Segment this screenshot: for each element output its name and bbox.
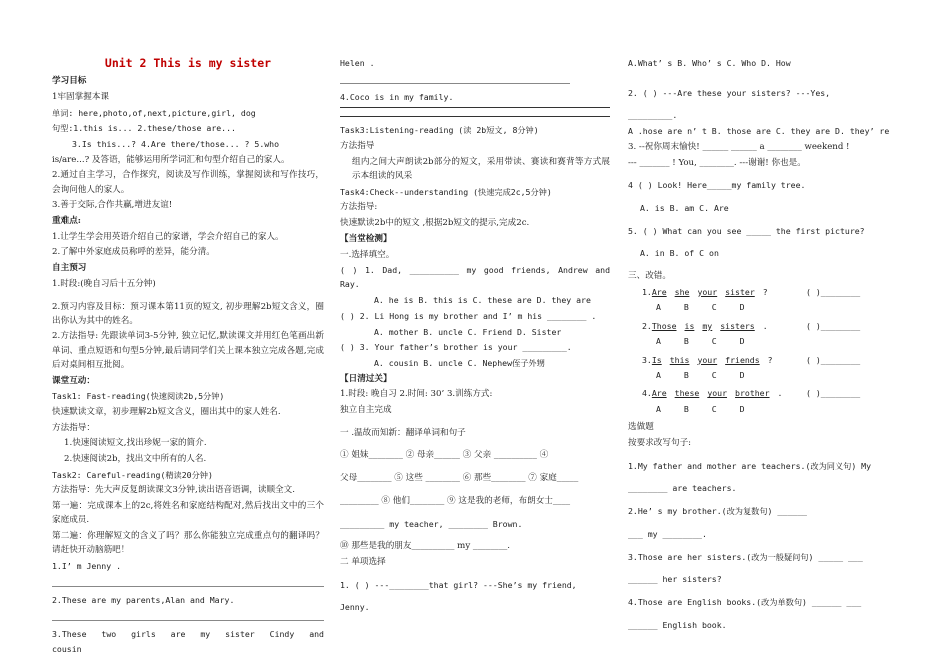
class-line: Task2: Careful-reading(精读20分钟) [52, 469, 213, 480]
correction-word: this [669, 354, 690, 365]
column-middle [340, 56, 610, 616]
single-choice-heading: 二 单项选择 [340, 556, 386, 567]
objective-line: 2.通过自主学习，合作探究，阅读及写作训练，掌握阅读和写作技巧，会询问他人的家人。 [52, 170, 324, 195]
correction-word: your [697, 286, 718, 297]
task4-method: 方法指导: [340, 202, 378, 213]
class-line: 方法指导：先大声反复朗读课文3分钟,读出语音语调，读顺全文. [52, 485, 295, 496]
question-2: ( ) 2. Li Hong is my brother and I’ m his ________ . [340, 310, 597, 321]
daily-info: 1.时段: 晚自习 2.时间: 30’ 3.训练方式: [340, 389, 493, 400]
correction-answer[interactable]: ( )________ [806, 286, 861, 297]
question-2-blank: _________. [628, 110, 678, 121]
column-left [52, 52, 324, 657]
correction-answer[interactable]: ( )________ [806, 320, 861, 331]
correction-word: your [707, 388, 728, 399]
objective-line: 3.Is this...? 4.Are there/those... ? 5.who [72, 139, 280, 150]
column-right [628, 56, 900, 633]
question-2-options: A .hose are n’ t B. those are C. they are D. they’ re [628, 126, 890, 137]
task3-text: 组内之间大声朗读2b部分的短文，采用带读、赛读和赛背等方式展示本组读的风采 [352, 156, 610, 182]
key-points-heading: 重难点: [52, 216, 81, 227]
vocab-line: 父母________ ⑤ 这些 ________ ⑥ 那些________ ⑦ 家庭_____ [340, 473, 579, 484]
correction-word: Those [651, 320, 677, 331]
class-line: Task1: Fast-reading(快速阅读2b,5分钟) [52, 391, 225, 402]
rewrite-line: 3.Those are her sisters.(改为一般疑问句) _____ ___ [628, 551, 863, 562]
correction-item [628, 319, 900, 333]
answer-line[interactable] [52, 609, 324, 621]
preview-line: 2.预习内容及目标：预习课本第11页的短文, 初步理解2b短文含义，圈出你认为其中的姓名。 [52, 301, 324, 326]
daily-heading: 【日清过关】 [340, 373, 392, 384]
correction-word: brother [735, 388, 770, 399]
objective-line: 单词: here,photo,of,next,picture,girl, dog [52, 107, 256, 118]
correction-number: 1. [642, 286, 652, 297]
correction-word: Are [651, 286, 667, 297]
class-line: 2.快速阅读2b，找出文中所有的人名. [64, 454, 207, 465]
key-point: 2.了解中外家庭成员称呼的差异，能分清。 [52, 247, 215, 258]
helen-line: Helen . [340, 58, 375, 68]
objectives-heading: 学习目标 [52, 76, 87, 87]
preview-line: 1.时段:(晚自习后十五分钟) [52, 278, 156, 289]
task4-heading: Task4:Check--understanding (快速完成2c,5分钟) [340, 186, 552, 197]
correction-word: sister [725, 286, 755, 297]
objective-line: 句型:1.this is... 2.these/those are... [52, 123, 236, 134]
single-question-1-cont: Jenny. [340, 602, 370, 613]
daily-way: 独立自主完成 [340, 405, 392, 416]
correction-number: 3. [642, 354, 652, 365]
objective-line: 1牢固掌握本课 [52, 91, 110, 102]
correction-word: these [674, 388, 700, 399]
rewrite-line: 1.My father and mother are teachers.(改为同义句) My [628, 460, 872, 471]
correction-word: Are [651, 388, 667, 399]
rewrite-line: ______ her sisters? [628, 574, 722, 585]
question-5: 5. ( ) What can you see _____ the first picture? [628, 225, 865, 236]
correction-item [628, 386, 900, 400]
correction-letters: A B C D [656, 302, 745, 313]
correction-word: Is [651, 354, 662, 365]
answer-line[interactable] [340, 112, 610, 117]
correction-word: she [674, 286, 690, 297]
question-3-line2 [628, 156, 900, 170]
question-3: 3. --祝你周末愉快! ______ ______ a ________ weekend ! [628, 141, 850, 152]
section-divider [340, 107, 610, 108]
select-heading: 一.选择填空。 [340, 249, 395, 260]
question-2-options: A. mother B. uncle C. Friend D. Sister [374, 326, 562, 337]
correction-item [628, 353, 900, 367]
class-line: 第二遍：你理解短文的含义了吗？那么你能独立完成重点句的翻译吗？请赶快开动脑筋吧！ [52, 531, 324, 556]
correction-letters: A B C D [656, 404, 745, 415]
rewrite-line: 2.He’ s my brother.(改为复数句) ______ [628, 506, 807, 517]
coco-line: 4.Coco is in my family. [340, 92, 454, 103]
correction-word: is [684, 320, 695, 331]
vocab-line: ⑩ 那些是我的朋友__________ my ________. [340, 541, 511, 552]
correction-answer[interactable]: ( )________ [806, 388, 861, 399]
question-1-options: A. he is B. this is C. these are D. they are [374, 295, 591, 306]
optional-subheading: 按要求改写句子: [628, 438, 692, 449]
correction-word: your [697, 354, 718, 365]
key-point: 1.让学生学会用英语介绍自己的家谱，学会介绍自己的家人。 [52, 231, 284, 242]
class-heading: 课堂互动： [52, 375, 95, 386]
task4-text: 快速默读2b中的短文 ,根据2b短文的提示,完成2c. [340, 218, 530, 229]
correction-end: ? [762, 286, 768, 297]
question-1: ( ) 1. Dad, __________ my good friends, Andrew and Ray. [340, 265, 610, 290]
objective-line: 3.善于交际,合作共赢,增进友谊! [52, 200, 173, 211]
translate-sentence: 2.These are my parents,Alan and Mary. [52, 595, 235, 606]
rewrite-line: ________ are teachers. [628, 483, 737, 494]
correction-end: . [777, 388, 783, 399]
task3-heading: Task3:Listening-reading (读 2b短文, 8分钟) [340, 125, 539, 136]
correction-word: my [702, 320, 713, 331]
preview-heading: 自主预习 [52, 263, 87, 274]
question-5-options: A. in B. of C on [640, 248, 719, 259]
vocab-line: _________ ⑧ 他们________ ⑨ 这是我的老师，布朗女士____ [340, 495, 571, 506]
question-3: ( ) 3. Your father’s brother is your _________. [340, 342, 572, 353]
correction-word: friends [725, 354, 760, 365]
q1-options: A.What’ s B. Who’ s C. Who D. How [628, 58, 791, 68]
page-title: Unit 2 This is my sister [104, 56, 272, 70]
question-3-answer: --- _______ ! You, ________. [628, 157, 737, 168]
translate-sentence: 1.I’ m Jenny . [52, 561, 122, 571]
rewrite-line: 4.Those are English books.(改为单数句) ______ ___ [628, 596, 862, 607]
class-line: 1.快速阅读短文,找出珍妮一家的简介. [64, 438, 207, 449]
task3-method: 方法指导 [340, 141, 375, 152]
preview-line: 2.方法指导: 先跟读单词3-5分钟, 独立记忆,默读课文并用红色笔画出新单词、重点短语和句型5分钟,最后请同学们关上课本独立完成各题,完成后对桌间相互批阅。 [52, 331, 324, 370]
single-question-1: 1. ( ) ---________that girl? ---She’s my friend, [340, 579, 577, 590]
optional-heading: 选做题 [628, 422, 654, 433]
class-line: 快速默读文章，初步理解2b短文含义，圈出其中的家人姓名. [52, 406, 281, 417]
translate-sentence: 3.These two girls are my sister Cindy and cousin [52, 629, 324, 654]
correction-letters: A B C D [656, 370, 745, 381]
correction-letters: A B C D [656, 336, 745, 347]
vocab-line: ① 姐妹________ ② 母亲______ ③ 父亲 __________ ④ [340, 450, 549, 461]
class-line: 方法指导： [52, 422, 95, 433]
question-3-cn: ---谢谢! 你也是。 [739, 157, 806, 168]
vocab-line: _________ my teacher, ________ Brown. [340, 518, 523, 529]
correction-end: . [762, 320, 768, 331]
question-3-options: A. cousin B. uncle C. Nephew侄子外甥 [374, 357, 545, 368]
correction-end: ? [767, 354, 773, 365]
answer-line[interactable] [52, 575, 324, 587]
correction-answer[interactable]: ( )________ [806, 354, 861, 365]
question-4-options: A. is B. am C. Are [640, 202, 729, 213]
question-4: 4 ( ) Look! Here_____my family tree. [628, 180, 806, 191]
correction-number: 4. [642, 388, 652, 399]
class-line: 第一遍：完成课本上的2c,将姓名和家庭结构配对,然后找出文中的三个家庭成员. [52, 501, 324, 526]
correction-item [628, 285, 900, 299]
correction-list [628, 285, 900, 417]
correction-word: sisters [720, 320, 755, 331]
detect-heading: 【当堂检测】 [340, 233, 392, 244]
correction-number: 2. [642, 320, 652, 331]
review-heading: 一 .温故而知新：翻译单词和句子 [340, 427, 466, 438]
question-2: 2. ( ) ---Are these your sisters? ---Yes, [628, 87, 831, 98]
rewrite-line: ___ my ________. [628, 528, 707, 539]
answer-line[interactable] [340, 72, 570, 84]
objective-line: is/are...? 及答语，能够运用所学词汇和句型介绍自己的家人。 [52, 154, 290, 165]
correction-heading: 三、改错。 [628, 271, 671, 282]
rewrite-line: ______ English book. [628, 619, 727, 630]
